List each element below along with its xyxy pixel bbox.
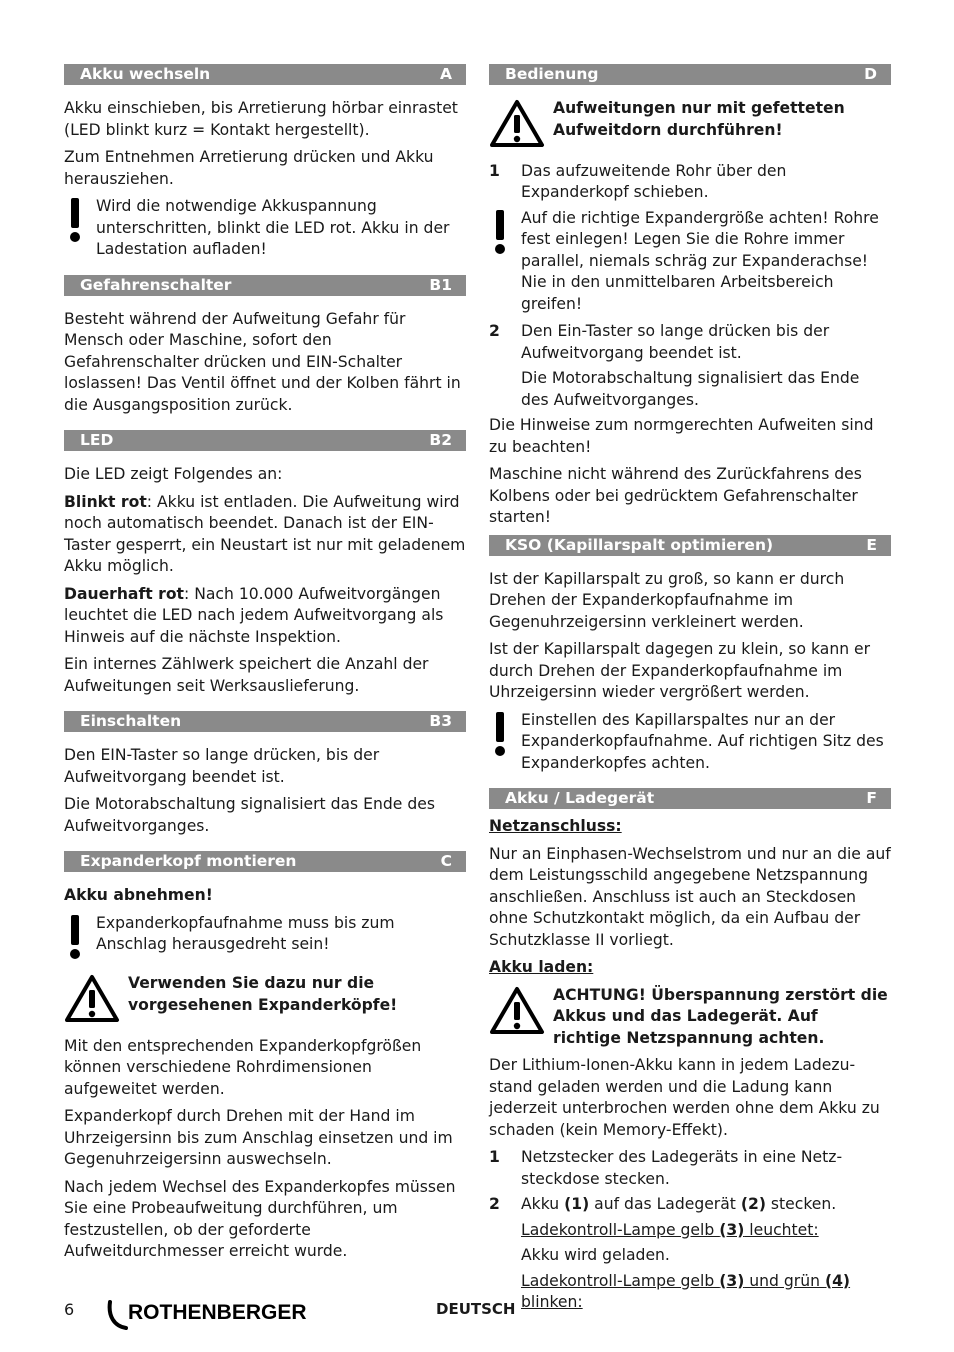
term-text: : Akku ist entladen. Die Aufweitung wird noch automatisch beendet. Danach ist der EIN-Taster gesperrt, ein Neustart ist nur mit geladenem Akku möglich. [64,492,466,575]
language-label: DEUTSCH [436,1300,516,1318]
text-run: Ladekontroll-Lampe gelb [521,1271,720,1290]
exclamation-icon [64,196,96,251]
note-block [64,913,466,968]
paragraph: Die Hinweise zum normgerechten Aufweiten sind zu beachten! [489,416,874,456]
section-header-akku-wechseln [64,64,466,85]
exclamation-icon [64,913,96,968]
section-header-expanderkopf [64,851,466,872]
section-title: Akku / Ladegerät [505,789,655,807]
paragraph: Nach jedem Wechsel des Expanderkopfes müssen Sie eine Probeaufweitung durchführen, um festzustellen, ob der geforderte Aufweitdurchmesser erreicht wurde. [64,1177,456,1260]
section-title: Bedienung [505,65,599,83]
subheading: Akku laden: [489,958,594,976]
text-run: stecken. [765,1195,837,1213]
step-number: 2 [489,1195,500,1213]
note-block [64,196,466,261]
note-text: Wird die notwendige Akkuspannung unterschritten, blinkt die LED rot. Akku in der Ladestation aufladen! [96,197,450,258]
paragraph: Mit den entsprechenden Expanderkopfgrößen können verschiedene Rohrdimensionen aufgeweitet werden. [64,1036,422,1098]
paragraph: Ist der Kapillarspalt zu groß, so kann er durch Drehen der Expanderkopfaufnahme im Gegenuhrzeigersinn verkleinert werden. [489,569,845,631]
step-text: Den Ein-Taster so lange drücken bis der Aufweitvorgang beendet ist. [521,322,830,362]
warning-text: ACHTUNG! Überspannung zerstört die Akkus und das Ladegerät. Auf richtige Netzspannung achten. [553,985,888,1047]
text-run: leuchtet: [744,1220,819,1239]
warning-triangle-icon [489,98,553,155]
warning-block [489,985,891,1050]
term-text: : Nach 10.000 Aufweitvorgängen leuchtet die LED nach jedem Aufweitvorgang als Hinweis auf die nächste Inspektion. [64,584,444,646]
lamp-status-text: Akku wird geladen. [521,1246,670,1264]
subheading: Netzanschluss: [489,817,622,835]
warning-text: Aufweitungen nur mit gefetteten Aufweitdorn durchführen! [553,99,845,139]
section-code: B3 [429,712,452,730]
right-column [489,64,891,1318]
exclamation-icon [489,710,521,765]
section-code: F [866,789,877,807]
section-code: E [866,535,877,554]
paragraph [64,584,466,649]
step-text: Das aufzuweitende Rohr über den Expanderkopf schieben. [521,161,787,201]
left-column [64,64,466,1269]
term-label: Blinkt rot [64,492,147,511]
ref-number: (3) [719,1220,745,1239]
ref-number: (4) [824,1271,851,1290]
note-block [489,710,891,775]
paragraph: Ist der Kapillarspalt dagegen zu klein, so kann er durch Drehen der Expanderkopfaufnahme im Uhrzeigersinn wieder vergrößert werden. [489,640,871,701]
step-number: 1 [489,1148,500,1166]
section-code: D [864,65,877,83]
subheading: Akku abnehmen! [64,886,213,904]
step-detail: Die Motorabschaltung signalisiert das Ende des Aufweitvorganges. [521,369,860,409]
step-number: 2 [489,322,500,340]
section-title: Einschalten [80,712,182,730]
section-code: C [440,852,452,870]
section-header-kso [489,535,891,556]
warning-text: Verwenden Sie dazu nur die vorgesehenen Expanderköpfe! [128,974,398,1014]
note-text: Auf die richtige Expandergröße achten! Rohre fest einlegen! Legen Sie die Rohre immer parallel, niemals schräg zur Expanderachse! Nie in den unmittelbaren Arbeitsbereich greifen! [521,208,879,313]
ref-number: (2) [740,1195,766,1213]
step-number: 1 [489,161,500,180]
page-number: 6 [64,1300,75,1319]
term-label: Dauerhaft rot [64,584,184,603]
note-text: Einstellen des Kapillarspaltes nur an der Expanderkopfaufnahme. Auf richtigen Sitz des Expanderkopfes achten. [521,710,884,772]
ref-number: (1) [564,1195,590,1213]
warning-triangle-icon [489,985,553,1042]
section-title: Akku wechseln [80,65,211,83]
step-item [489,1147,891,1190]
note-block [489,208,891,316]
section-code: A [440,65,452,83]
paragraph: Zum Entnehmen Arretierung drücken und Akku herausziehen. [64,148,434,188]
section-header-bedienung [489,64,891,85]
step-item [489,1194,891,1216]
section-code: B2 [429,431,452,449]
paragraph: Die LED zeigt Folgendes an: [64,465,283,483]
text-run: auf das Ladegerät [589,1195,741,1213]
step-item [489,161,891,204]
paragraph: Der Lithium-Ionen-Akku kann in jedem Ladezu-stand geladen werden und die Ladung kann jederzeit unterbrochen werden ohne dem Akku zu schaden (kein Memory-Effekt). [489,1056,880,1139]
text-run: Ladekontroll-Lampe gelb [521,1220,720,1239]
warning-triangle-icon [64,973,128,1030]
warning-block [489,98,891,155]
section-header-gefahrenschalter [64,275,466,296]
text-run: blinken: [521,1293,583,1311]
exclamation-icon [489,208,521,263]
text-run: Akku [521,1195,565,1213]
step-text [521,1194,836,1216]
section-title: Gefahrenschalter [80,275,232,294]
paragraph: Die Motorabschaltung signalisiert das Ende des Aufweitvorganges. [64,795,435,835]
section-header-akku-ladegeraet [489,788,891,809]
paragraph: Ein internes Zählwerk speichert die Anzahl der Aufweitungen seit Werksauslieferung. [64,655,429,695]
paragraph: Akku einschieben, bis Arretierung hörbar einrastet (LED blinkt kurz = Kontakt hergestellt). [64,99,458,139]
section-header-einschalten [64,711,466,732]
warning-block [64,973,466,1030]
text-run: und grün [744,1271,825,1290]
section-title: KSO (Kapillarspalt optimieren) [505,535,774,554]
rothenberger-logo [106,1298,346,1336]
section-header-led [64,430,466,451]
note-text: Expanderkopfaufnahme muss bis zum Anschlag herausgedreht sein! [96,913,395,953]
section-title: LED [80,431,114,449]
step-item [489,321,891,364]
paragraph: Maschine nicht während des Zurückfahrens des Kolbens oder bei gedrücktem Gefahrenschalter starten! [489,465,862,526]
paragraph: Expanderkopf durch Drehen mit der Hand im Uhrzeigersinn bis zum Anschlag einsetzen und im Gegenuhrzeigersinn auswechseln. [64,1107,453,1168]
step-text: Netzstecker des Ladegeräts in eine Netz-steckdose stecken. [521,1148,843,1188]
svg-text:ROTHENBERGER: ROTHENBERGER [128,1301,307,1324]
paragraph [64,492,466,578]
ref-number: (3) [719,1271,745,1290]
lamp-status-yellow [489,1220,891,1242]
section-title: Expanderkopf montieren [80,852,297,870]
paragraph: Nur an Einphasen-Wechselstrom und nur an die auf dem Leistungsschild angegebene Netzspannung anschließen. Anschluss ist auch an Steckdosen ohne Schutzkontakt möglich, da ein Aufbau der Schutzklasse II vorliegt. [489,844,891,949]
page-footer [64,1298,892,1332]
section-code: B1 [429,275,452,294]
paragraph: Besteht während der Aufweitung Gefahr für Mensch oder Maschine, sofort den Gefahrenschalter drücken und EIN-Schalter loslassen! Das Ventil öffnet und der Kolben fährt in die Ausgangsposition zurück. [64,309,461,414]
paragraph: Den EIN-Taster so lange drücken, bis der Aufweitvorgang beendet ist. [64,746,380,786]
